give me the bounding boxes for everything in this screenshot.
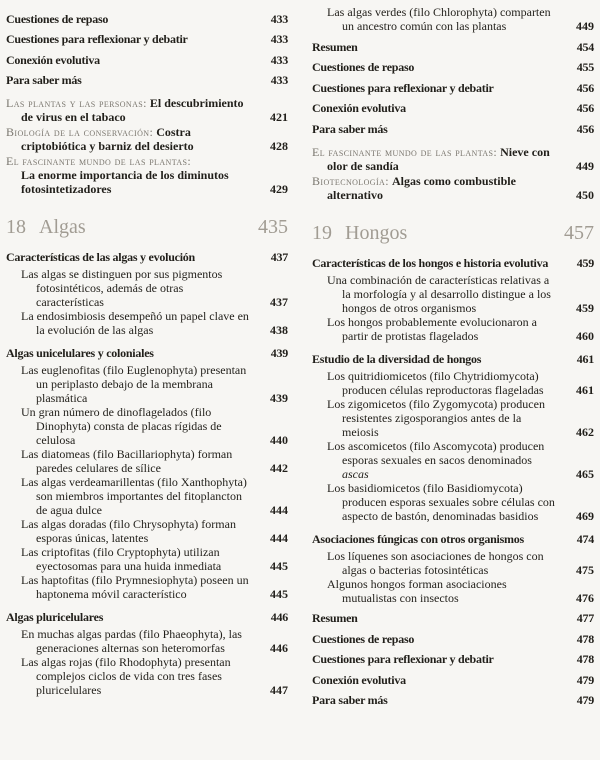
toc-entry [312, 611, 594, 625]
entry-text: Cuestiones para reflexionar y debatir [312, 652, 494, 666]
feature-text [312, 145, 570, 173]
feature-title: Algas como combustible alternativo [327, 173, 516, 202]
entry-page: 450 [576, 187, 594, 202]
entry-page: 447 [270, 683, 288, 697]
entry-page: 444 [270, 531, 288, 545]
entry-page: 433 [270, 73, 288, 87]
entry-text: Los líquenes son asociaciones de hongos con algas o bacterias fotosintéticas [327, 548, 544, 577]
feature-text [6, 125, 264, 153]
entry-page: 421 [270, 110, 288, 124]
toc-entry [6, 53, 288, 67]
toc-entry [6, 545, 288, 573]
entry-page: 449 [576, 19, 594, 33]
toc-entry [6, 655, 288, 697]
toc-entry [312, 101, 594, 115]
entry-page: 455 [576, 60, 594, 74]
entry-text: Asociaciones fúngicas con otros organismos [312, 531, 524, 546]
entry-page: 446 [270, 610, 288, 624]
feature-title: La enorme importancia de los diminutos fotosintetizadores [21, 168, 229, 196]
chapter-title: Algas [39, 216, 86, 238]
toc-entry [312, 60, 594, 74]
toc-entry [312, 632, 594, 646]
entry-page: 428 [270, 139, 288, 153]
toc-entry [6, 363, 288, 405]
toc-entry [312, 439, 594, 481]
toc-entry [312, 122, 594, 136]
toc-entry [6, 517, 288, 545]
toc-entry [6, 405, 288, 447]
entry-page: 476 [576, 590, 594, 605]
toc-entry [312, 81, 594, 95]
entry-text: Para saber más [312, 121, 388, 136]
toc-column-left [6, 5, 288, 760]
entry-page: 433 [270, 52, 288, 67]
entry-page: 445 [270, 559, 288, 573]
entry-text-emphasis: ascas [342, 466, 369, 481]
feature-label: Las plantas y las personas: [6, 96, 147, 110]
entry-text: Los zigomicetos (filo Zygomycota) producen resistentes zigosporangios antes de la meiosis [327, 396, 545, 439]
chapter-number: 19 [312, 221, 332, 244]
toc-entry [6, 12, 288, 26]
entry-page: 465 [576, 466, 594, 481]
entry-page: 456 [576, 80, 594, 95]
feature-text [6, 154, 264, 196]
toc-entry [312, 532, 594, 546]
entry-text: Cuestiones para reflexionar y debatir [312, 80, 494, 95]
toc-entry [312, 549, 594, 577]
feature-title: El descubrimiento de virus en el tabaco [21, 96, 244, 124]
entry-text: La endosimbiosis desempeñó un papel clave en la evolución de las algas [21, 309, 249, 337]
entry-text: Algunos hongos forman asociaciones mutualistas con insectos [327, 576, 507, 605]
toc-entry [312, 369, 594, 397]
entry-text: Cuestiones de repaso [312, 60, 415, 74]
toc-entry [312, 5, 594, 33]
entry-text: Las algas verdeamarillentas (filo Xanthophyta) son miembros importantes del fitoplancton de agua dulce [21, 475, 247, 517]
entry-page: 439 [270, 391, 288, 405]
entry-page: 433 [270, 32, 288, 46]
toc-feature-entry [312, 174, 594, 202]
entry-page: 461 [576, 351, 594, 366]
toc-entry [312, 397, 594, 439]
toc-entry [312, 40, 594, 54]
entry-page: 479 [576, 672, 594, 687]
entry-text: Las criptofitas (filo Cryptophyta) utilizan eyectosomas para una huida inmediata [21, 545, 222, 573]
toc-entry [6, 73, 288, 87]
entry-page: 462 [576, 424, 594, 439]
entry-page: 437 [270, 250, 288, 264]
entry-text: Para saber más [6, 73, 82, 87]
entry-text: Las algas se distinguen por sus pigmentos fotosintéticos, además de otras características [21, 267, 223, 309]
entry-page: 478 [576, 631, 594, 646]
toc-entry [312, 673, 594, 687]
entry-text: Los basidiomicetos (filo Basidiomycota) producen esporas sexuales sobre células con aspecto de bastón, denominadas basidios [327, 480, 555, 523]
entry-text: Resumen [312, 39, 358, 54]
entry-page: 429 [270, 182, 288, 196]
toc-entry [6, 573, 288, 601]
chapter-title: Hongos [345, 221, 408, 244]
entry-page: 478 [576, 652, 594, 666]
toc-feature-entry [6, 125, 288, 153]
entry-text: Conexión evolutiva [312, 101, 406, 115]
feature-text [6, 96, 264, 124]
entry-text: Los ascomicetos (filo Ascomycota) producen esporas sexuales en sacos denominados ascas [327, 438, 545, 481]
entry-text: Características de las algas y evolución [6, 250, 195, 264]
entry-text: Algas pluricelulares [6, 610, 104, 624]
entry-page: 454 [576, 39, 594, 54]
entry-page: 442 [270, 461, 288, 475]
toc-feature-entry [6, 154, 288, 196]
entry-text: Cuestiones para reflexionar y debatir [6, 32, 188, 46]
entry-page: 433 [270, 11, 288, 26]
feature-title: Costra criptobiótica y barniz del desierto [21, 125, 194, 153]
entry-page: 475 [576, 562, 594, 577]
entry-text: Conexión evolutiva [312, 672, 406, 687]
feature-text [312, 174, 570, 202]
entry-text: Conexión evolutiva [6, 52, 100, 67]
toc-entry [312, 352, 594, 366]
entry-page: 444 [270, 503, 288, 517]
entry-text: Las algas rojas (filo Rhodophyta) presentan complejos ciclos de vida con tres fases pluricelulares [21, 655, 231, 697]
toc-entry [312, 481, 594, 523]
toc-feature-entry [312, 145, 594, 173]
entry-page: 479 [576, 693, 594, 707]
entry-text: Algas unicelulares y coloniales [6, 346, 154, 360]
feature-title: Nieve con olor de sandía [327, 144, 550, 173]
entry-page: 460 [576, 328, 594, 343]
entry-page: 459 [576, 300, 594, 315]
toc-feature-entry [6, 96, 288, 124]
toc-column-right [312, 5, 594, 760]
entry-text: Cuestiones de repaso [6, 11, 109, 26]
entry-page: 474 [576, 531, 594, 546]
toc-entry [6, 475, 288, 517]
entry-text: Cuestiones de repaso [312, 631, 415, 646]
toc-entry [6, 267, 288, 309]
entry-page: 461 [576, 382, 594, 397]
toc-entry [6, 627, 288, 655]
entry-page: 456 [576, 101, 594, 115]
entry-text: Los quitridiomicetos (filo Chytridiomycota) producen células reproductoras flageladas [327, 368, 544, 397]
toc-entry [6, 32, 288, 46]
entry-page: 439 [270, 346, 288, 360]
toc-entry [6, 309, 288, 337]
toc-entry [312, 315, 594, 343]
entry-text: Las algas doradas (filo Chrysophyta) forman esporas únicas, latentes [21, 517, 236, 545]
toc-chapter-heading [312, 222, 594, 244]
entry-text: Las diatomeas (filo Bacillariophyta) forman paredes celulares de sílice [21, 447, 233, 475]
toc-entry [312, 652, 594, 666]
entry-text: Las euglenofitas (filo Euglenophyta) presentan un periplasto debajo de la membrana plasmática [21, 363, 247, 405]
toc-entry [312, 256, 594, 270]
entry-text: En muchas algas pardas (filo Phaeophyta), las generaciones alternas son heteromorfas [21, 627, 242, 655]
toc-entry [312, 577, 594, 605]
chapter-page: 457 [564, 221, 594, 244]
toc-entry [6, 250, 288, 264]
feature-label: El fascinante mundo de las plantas: [6, 154, 192, 168]
entry-text: Las algas verdes (filo Chlorophyta) comparten un ancestro común con las plantas [327, 5, 551, 33]
entry-page: 438 [270, 323, 288, 337]
feature-label: El fascinante mundo de las plantas: [312, 144, 498, 159]
toc-entry [312, 273, 594, 315]
entry-page: 440 [270, 433, 288, 447]
entry-page: 449 [576, 158, 594, 173]
toc-chapter-heading [6, 216, 288, 238]
feature-label: Biotecnología: [312, 173, 389, 188]
entry-text: Resumen [312, 611, 358, 625]
entry-text: Para saber más [312, 693, 388, 707]
entry-text: Un gran número de dinoflagelados (filo Dinophyta) consta de placas rígidas de celulosa [21, 405, 222, 447]
entry-page: 456 [576, 121, 594, 136]
entry-page: 469 [576, 508, 594, 523]
entry-text: Características de los hongos e historia evolutiva [312, 255, 549, 270]
chapter-number: 18 [6, 216, 26, 238]
entry-text: Los hongos probablemente evolucionaron a partir de protistas flagelados [327, 314, 537, 343]
feature-label: Biología de la conservación: [6, 125, 154, 139]
chapter-page: 435 [258, 216, 288, 238]
entry-page: 445 [270, 587, 288, 601]
entry-page: 437 [270, 295, 288, 309]
toc-entry [6, 610, 288, 624]
toc-entry [6, 447, 288, 475]
entry-text: Las haptofitas (filo Prymnesiophyta) poseen un haptonema móvil característico [21, 573, 249, 601]
toc-entry [312, 693, 594, 707]
entry-text: Estudio de la diversidad de hongos [312, 351, 482, 366]
entry-page: 446 [270, 641, 288, 655]
entry-text: Una combinación de características relativas a la morfología y al desarrollo distingue a los hongos de otros organismos [327, 272, 551, 315]
entry-page: 477 [576, 611, 594, 625]
entry-page: 459 [576, 255, 594, 270]
toc-entry [6, 346, 288, 360]
